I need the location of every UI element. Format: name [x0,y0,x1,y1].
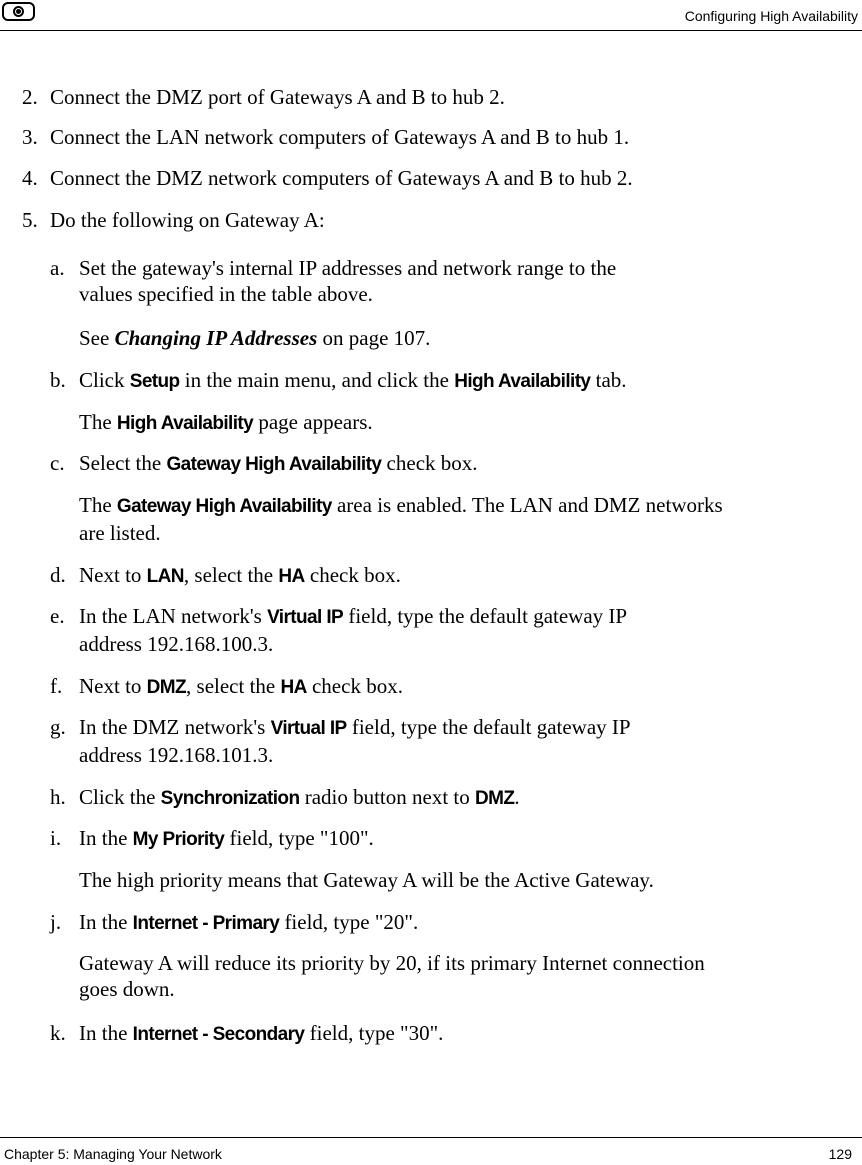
step-number: 5. [22,208,38,232]
step-number: 4. [22,166,38,190]
substep-number: h. [50,785,66,809]
substep-text: In the Internet - Secondary field, type "30". [79,1021,444,1045]
step-text: Connect the DMZ network computers of Gateways A and B to hub 2. [50,166,633,190]
substep-number: e. [50,604,65,628]
substep-text: In the DMZ network's Virtual IP field, type the default gateway IP address 192.168.101.3. [79,715,631,767]
step-text: Connect the LAN network computers of Gateways A and B to hub 1. [50,125,630,149]
substep-a-note: See Changing IP Addresses on page 107. [79,326,431,350]
cross-reference-link[interactable]: Changing IP Addresses [114,326,318,350]
substep-text: Next to DMZ, select the HA check box. [79,674,403,698]
step-number: 3. [22,125,38,149]
substep-text: Next to LAN, select the HA check box. [79,563,401,587]
substep-text: In the My Priority field, type "100". [79,826,374,850]
substep-number: i. [50,826,62,850]
substep-number: b. [50,368,66,392]
step-number: 2. [22,85,38,109]
substep-text: Set the gateway's internal IP addresses and network range to the values specified in the table above. [79,256,617,306]
substep-text: Click the Synchronization radio button next to DMZ. [79,785,520,809]
substep-text: Select the Gateway High Availability check box. [79,451,478,475]
substep-text: In the Internet - Primary field, type "20". [79,910,419,934]
footer-page-number: 129 [828,1146,852,1162]
step-text: Do the following on Gateway A: [50,208,325,232]
substep-number: g. [50,715,66,739]
header-title: Configuring High Availability [684,8,858,24]
substep-number: k. [50,1021,66,1045]
substep-j-note: Gateway A will reduce its priority by 20, if its primary Internet connection goes down. [79,951,705,1001]
product-logo-icon [2,2,35,21]
substep-text: In the LAN network's Virtual IP field, type the default gateway IP address 192.168.100.3. [79,604,628,656]
substep-text: Click Setup in the main menu, and click the High Availability tab. [79,368,627,392]
substep-b-note: The High Availability page appears. [79,410,373,434]
footer-chapter: Chapter 5: Managing Your Network [4,1146,222,1162]
substep-i-note: The high priority means that Gateway A will be the Active Gateway. [79,868,654,892]
substep-number: c. [50,451,65,475]
substep-number: f. [50,674,63,698]
substep-c-note: The Gateway High Availability area is enabled. The LAN and DMZ networks are listed. [79,493,723,545]
substep-number: a. [50,256,65,280]
substep-number: j. [50,910,62,934]
footer-rule [0,1137,862,1138]
substep-number: d. [50,563,66,587]
header-rule [0,30,862,31]
step-text: Connect the DMZ port of Gateways A and B to hub 2. [50,85,505,109]
